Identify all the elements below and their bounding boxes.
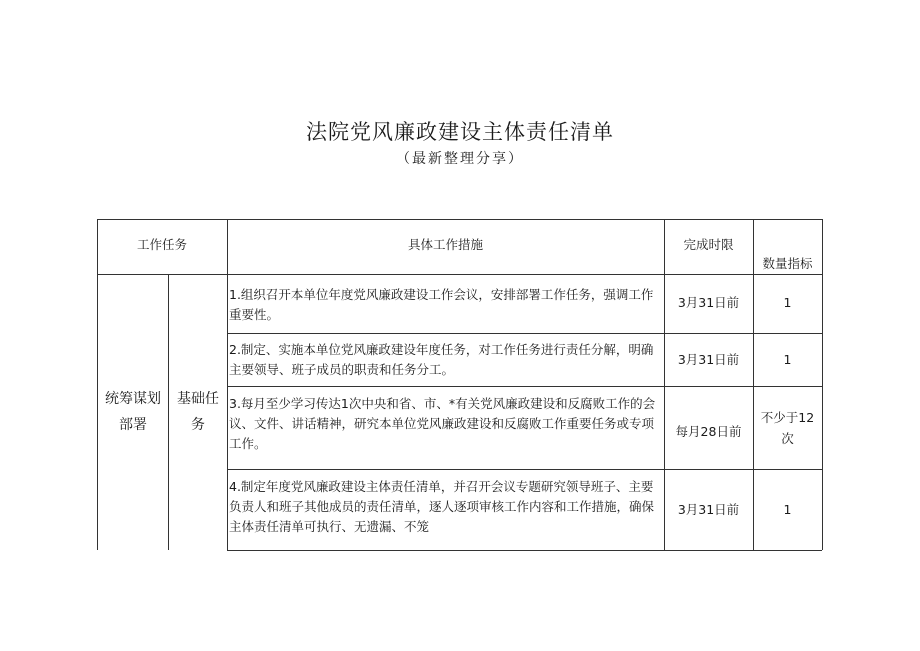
measure-text: 4.制定年度党风廉政建设主体责任清单，并召开会议专题研究领导班子、主要负责人和班子其他成员的责任清单，逐人逐项审核工作内容和工作措施，确保主体责任清单可执行、无遗漏、不笼: [229, 479, 655, 534]
document-subtitle: （最新整理分享）: [396, 151, 524, 167]
quantity-cell: 1: [783, 502, 792, 517]
header-quantity: 数量指标: [762, 256, 813, 271]
deadline-cell: 3月31日前: [677, 352, 740, 367]
quantity-cell: 不少于12次: [760, 410, 815, 446]
measure-text: 2.制定、实施本单位党风廉政建设年度任务，对工作任务进行责任分解，明确主要领导、班子成员的职责和任务分工。: [229, 342, 654, 377]
quantity-cell: 1: [783, 295, 792, 310]
header-task: 工作任务: [136, 237, 187, 252]
category-label: 统筹谋划部署: [105, 391, 161, 433]
document-title: 法院党风廉政建设主体责任清单: [306, 120, 614, 144]
measure-text: 1.组织召开本单位年度党风廉政建设工作会议，安排部署工作任务，强调工作重要性。: [229, 287, 654, 322]
header-deadline: 完成时限: [683, 237, 734, 252]
deadline-cell: 3月31日前: [677, 502, 740, 517]
deadline-cell: 每月28日前: [675, 424, 742, 439]
header-measures: 具体工作措施: [407, 237, 483, 252]
quantity-cell: 1: [783, 352, 792, 367]
subcategory-label: 基础任务: [177, 391, 219, 433]
measure-text: 3.每月至少学习传达1次中央和省、市、*有关党风廉政建设和反腐败工作的会议、文件、讲话精神，研究本单位党风廉政建设和反腐败工作重要任务或专项工作。: [229, 396, 656, 451]
deadline-cell: 3月31日前: [677, 295, 740, 310]
